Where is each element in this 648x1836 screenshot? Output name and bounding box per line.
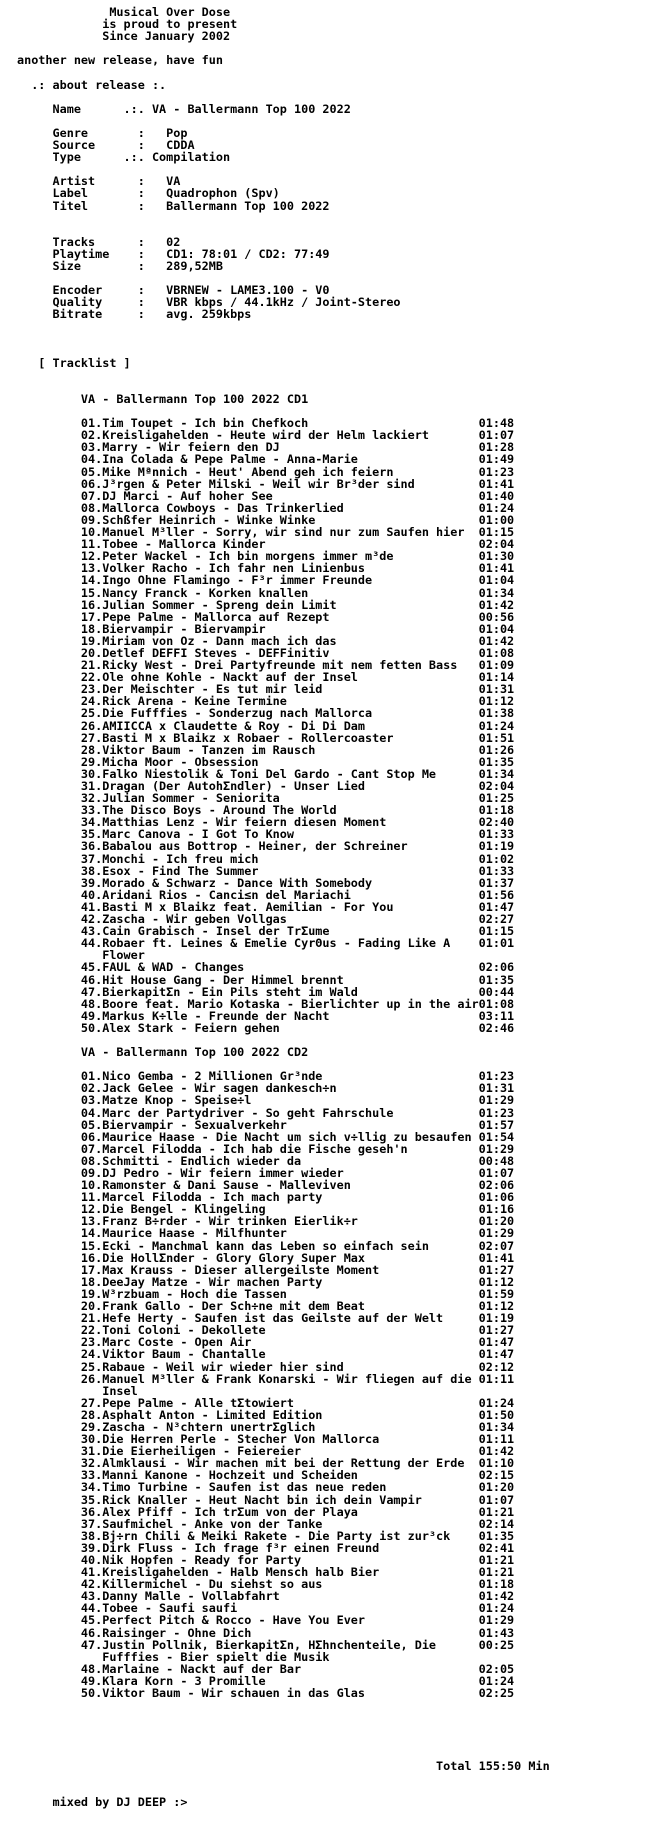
track-row: 03.Matze Knop - Speise÷l 01:29 xyxy=(17,1093,515,1108)
track-row: 01.Tim Toupet - Ich bin Chefkoch 01:48 xyxy=(17,416,515,431)
track-row: 18.Biervampir - Biervampir 01:04 xyxy=(17,621,515,636)
blank-line xyxy=(17,369,648,381)
track-row: 50.Viktor Baum - Wir schauen in das Glas 02:25 xyxy=(17,1686,515,1701)
blank-line xyxy=(17,333,648,345)
track-row: 08.Schmitti - Endlich wieder da 00:48 xyxy=(17,1153,515,1168)
track-row: 17.Max Krauss - Dieser allergeilste Moment 01:27 xyxy=(17,1262,515,1277)
track-row: 11.Marcel Filodda - Ich mach party 01:06 xyxy=(17,1190,515,1205)
track-row: 35.Marc Canova - I Got To Know 01:33 xyxy=(17,827,515,842)
track-row: 41.Kreisligahelden - Halb Mensch halb Bier 01:21 xyxy=(17,1565,515,1580)
track-row: 10.Ramonster & Dani Sause - Malleviven 02:06 xyxy=(17,1178,515,1193)
track-row: 35.Rick Knaller - Heut Nacht bin ich dein Vampir 01:07 xyxy=(17,1492,515,1507)
track-row: 37.Saufmichel - Anke von der Tanke 02:14 xyxy=(17,1516,515,1531)
track-row: 49.Klara Korn - 3 Promille 01:24 xyxy=(17,1673,515,1688)
track-row: 21.Ricky West - Drei Partyfreunde mit nem fetten Bass 01:09 xyxy=(17,658,515,673)
track-row: 13.Franz B÷rder - Wir trinken Eierlik÷r 01:20 xyxy=(17,1214,515,1229)
track-row: 07.DJ Marci - Auf hoher See 01:40 xyxy=(17,488,515,503)
release-info-source: Source : CDDA xyxy=(17,138,195,153)
track-row: 39.Dirk Fluss - Ich frage f³r einen Freund 02:41 xyxy=(17,1540,515,1555)
release-info-quality: Quality : VBR kbps / 44.1kHz / Joint-Stereo xyxy=(17,295,401,310)
track-row: 38.Bj÷rn Chili & Meiki Rakete - Die Party ist zur³ck 01:35 xyxy=(17,1528,515,1543)
track-row: 12.Die Bengel - Klingeling 01:16 xyxy=(17,1202,515,1217)
track-row: 11.Tobee - Mallorca Kinder 02:04 xyxy=(17,537,515,552)
blank-line xyxy=(17,1748,648,1760)
track-row: 06.J³rgen & Peter Milski - Weil wir Br³der sind 01:41 xyxy=(17,476,515,491)
track-row: 20.Frank Gallo - Der Sch÷ne mit dem Beat 01:12 xyxy=(17,1299,515,1314)
track-row: 12.Peter Wackel - Ich bin morgens immer m³de 01:30 xyxy=(17,549,515,564)
track-row: 14.Maurice Haase - Milfhunter 01:29 xyxy=(17,1226,515,1241)
blank-line xyxy=(17,320,648,332)
track-row: 44.Robaer ft. Leines & Emelie CyrΘus - Fading Like A 01:01 xyxy=(17,936,515,951)
total-time: Total 155:50 Min xyxy=(17,1758,550,1773)
release-info-titel: Titel : Ballermann Top 100 2022 xyxy=(17,198,330,213)
about-heading: .: about release :. xyxy=(17,77,167,92)
blank-line xyxy=(17,1772,648,1784)
track-row: 24.Rick Arena - Keine Termine 01:12 xyxy=(17,694,515,709)
track-row: 18.DeeJay Matze - Wir machen Party 01:12 xyxy=(17,1274,515,1289)
track-row: 50.Alex Stark - Feiern gehen 02:46 xyxy=(17,1020,515,1035)
blank-line xyxy=(17,212,648,224)
track-row: 22.Toni Coloni - Dekollete 01:27 xyxy=(17,1323,515,1338)
track-row: 02.Kreisligahelden - Heute wird der Helm lackiert 01:07 xyxy=(17,428,515,443)
footer-credit: mixed by DJ DEEP :> xyxy=(17,1794,188,1809)
track-row: Insel xyxy=(17,1383,138,1398)
release-info-encoder: Encoder : VBRNEW - LAME3.100 - V0 xyxy=(17,283,330,298)
track-row: 43.Cain Grabisch - Insel der TrΣume 01:15 xyxy=(17,924,515,939)
track-row: 10.Manuel M³ller - Sorry, wir sind nur zum Saufen hier 01:15 xyxy=(17,525,515,540)
intro-since: Since January 2002 xyxy=(17,29,231,44)
track-row: 30.Die Herren Perle - Stecher Von Mallorca 01:11 xyxy=(17,1432,515,1447)
release-info-label: Label : Quadrophon (Spv) xyxy=(17,186,280,201)
release-info-size: Size : 289,52MB xyxy=(17,258,223,273)
cd1-title: VA - Ballermann Top 100 2022 CD1 xyxy=(17,392,309,406)
track-row: 07.Marcel Filodda - Ich hab die Fische geseh'n 01:29 xyxy=(17,1141,515,1156)
track-row: 22.Ole ohne Kohle - Nackt auf der Insel 01:14 xyxy=(17,670,515,685)
track-row: Fufffies - Bier spielt die Musik xyxy=(17,1649,330,1664)
track-row: 19.W³rzbuam - Hoch die Tassen 01:59 xyxy=(17,1286,515,1301)
track-row: 34.Matthias Lenz - Wir feiern diesen Moment 02:40 xyxy=(17,815,515,830)
blank-line xyxy=(17,91,648,103)
blank-line xyxy=(17,1723,648,1735)
blank-line xyxy=(17,224,648,236)
track-row: 46.Hit House Gang - Der Himmel brennt 01:35 xyxy=(17,972,515,987)
track-row: 42.Zascha - Wir geben Vollgas 02:27 xyxy=(17,912,515,927)
track-row: 15.Ecki - Manchmal kann das Leben so einfach sein 02:07 xyxy=(17,1238,515,1253)
release-info-tracks: Tracks : 02 xyxy=(17,234,181,249)
track-row: 28.Asphalt Anton - Limited Edition 01:50 xyxy=(17,1407,515,1422)
track-row: 23.Der Meischter - Es tut mir leid 01:31 xyxy=(17,682,515,697)
track-row: 42.Killermichel - Du siehst so aus 01:18 xyxy=(17,1577,515,1592)
track-row: 21.Hefe Herty - Saufen ist das Geilste auf der Welt 01:19 xyxy=(17,1311,515,1326)
track-row: 48.Marlaine - Nackt auf der Bar 02:05 xyxy=(17,1661,515,1676)
track-row: 17.Pepe Palme - Mallorca auf Rezept 00:56 xyxy=(17,609,515,624)
track-row: 05.Mike Mªnnich - Heut' Abend geh ich feiern 01:23 xyxy=(17,464,515,479)
track-row: 36.Babalou aus Bottrop - Heiner, der Schreiner 01:19 xyxy=(17,839,515,854)
track-row: 16.Julian Sommer - Spreng dein Limit 01:42 xyxy=(17,597,515,612)
track-row: 27.Basti M x Blaikz x Robaer - Rollercoaster 01:51 xyxy=(17,730,515,745)
track-row: 29.Micha Moor - Obsession 01:35 xyxy=(17,754,515,769)
track-row: 43.Danny Malle - Vollabfahrt 01:42 xyxy=(17,1589,515,1604)
blank-line xyxy=(17,1711,648,1723)
release-info-genre: Genre : Pop xyxy=(17,125,188,140)
track-row: 09.DJ Pedro - Wir feiern immer wieder 01:07 xyxy=(17,1166,515,1180)
track-row: 08.Mallorca Cowboys - Das Trinkerlied 01:24 xyxy=(17,500,515,515)
track-row: 40.Aridani Rios - Canci≤n del Mariachi 01:56 xyxy=(17,887,515,902)
track-row: 15.Nancy Franck - Korken knallen 01:34 xyxy=(17,585,515,600)
track-row: 23.Marc Coste - Open Air 01:47 xyxy=(17,1335,515,1350)
track-row: 38.Esox - Find The Summer 01:33 xyxy=(17,863,515,878)
track-row: 14.Ingo Ohne Flamingo - F³r immer Freunde 01:04 xyxy=(17,573,515,588)
release-info-artist: Artist : VA xyxy=(17,174,181,189)
blank-line xyxy=(17,66,648,78)
cd2-title: VA - Ballermann Top 100 2022 CD2 xyxy=(17,1045,309,1060)
track-row: 47.BierkapitΣn - Ein Pils steht im Wald 00:44 xyxy=(17,984,515,999)
track-row: 19.Miriam von Oz - Dann mach ich das 01:42 xyxy=(17,633,515,648)
track-row: 32.Julian Sommer - Seniorita 01:25 xyxy=(17,791,515,806)
track-row: 24.Viktor Baum - Chantalle 01:47 xyxy=(17,1347,515,1362)
track-row: 03.Marry - Wir feiern den DJ 01:28 xyxy=(17,440,515,455)
track-row: 47.Justin Pollnik, BierkapitΣn, HΣhnchenteile, Die 00:25 xyxy=(17,1637,515,1652)
track-row: 49.Markus K÷lle - Freunde der Nacht 03:11 xyxy=(17,1008,515,1023)
track-row: 37.Monchi - Ich freu mich 01:02 xyxy=(17,851,515,866)
track-row: 31.Die Eierheiligen - Feiereier 01:42 xyxy=(17,1444,515,1459)
track-row: 32.Almklausi - Wir machen mit bei der Rettung der Erde 01:10 xyxy=(17,1456,515,1471)
track-row: 25.Rabaue - Weil wir wieder hier sind 02:12 xyxy=(17,1359,515,1374)
track-row: 27.Pepe Palme - Alle tΣtowiert 01:24 xyxy=(17,1395,515,1410)
track-row: 04.Marc der Partydriver - So geht Fahrschule 01:23 xyxy=(17,1105,515,1120)
track-row: 26.AMIICCA x Claudette & Roy - Di Di Dam 01:24 xyxy=(17,718,515,733)
track-row: 33.Manni Kanone - Hochzeit und Scheiden 02:15 xyxy=(17,1468,515,1483)
track-row: 36.Alex Pfiff - Ich trΣum von der Playa 01:21 xyxy=(17,1504,515,1519)
release-info-type: Type .:. Compilation xyxy=(17,150,231,165)
blank-line xyxy=(17,1735,648,1747)
release-info-name: Name .:. VA - Ballermann Top 100 2022 xyxy=(17,101,351,116)
track-row: 48.Boore feat. Mario Kotaska - Bierlichter up in the air01:08 xyxy=(17,996,515,1011)
track-row: 46.Raisinger - Ohne Dich 01:43 xyxy=(17,1625,515,1640)
release-note: another new release, have fun xyxy=(17,53,223,68)
track-row: 34.Timo Turbine - Saufen ist das neue reden 01:20 xyxy=(17,1480,515,1495)
track-row: 45.Perfect Pitch & Rocco - Have You Ever 01:29 xyxy=(17,1613,515,1628)
track-row: 13.Volker Racho - Ich fahr nen Linienbus 01:41 xyxy=(17,561,515,576)
blank-line xyxy=(17,1699,648,1711)
track-row: 25.Die Fufffies - Sonderzug nach Mallorca 01:38 xyxy=(17,706,515,721)
tracklist-heading: [ Tracklist ] xyxy=(17,355,131,370)
track-row: 31.Dragan (Der AutohΣndler) - Unser Lied 02:04 xyxy=(17,779,515,793)
track-row: 39.Morado & Schwarz - Dance With Somebody 01:37 xyxy=(17,875,515,890)
track-row: 30.Falko Niestolik & Toni Del Gardo - Cant Stop Me 01:34 xyxy=(17,766,515,781)
release-info-bitrate: Bitrate : avg. 259kbps xyxy=(17,307,252,322)
track-row: 05.Biervampir - Sexualverkehr 01:57 xyxy=(17,1117,515,1132)
track-row: 44.Tobee - Saufi saufi 01:24 xyxy=(17,1601,515,1616)
track-row: 09.Schßfer Heinrich - Winke Winke 01:00 xyxy=(17,512,515,527)
track-row: 16.Die HollΣnder - Glory Glory Super Max 01:41 xyxy=(17,1250,515,1265)
track-row: 41.Basti M x Blaikz feat. Aemilian - For You 01:47 xyxy=(17,899,515,914)
track-row: 28.Viktor Baum - Tanzen im Rausch 01:26 xyxy=(17,742,515,757)
release-info-playtime: Playtime : CD1: 78:01 / CD2: 77:49 xyxy=(17,246,330,261)
track-row: 01.Nico Gemba - 2 Millionen Gr³nde 01:23 xyxy=(17,1069,515,1084)
intro-presents: is proud to present xyxy=(17,17,238,32)
track-row: 26.Manuel M³ller & Frank Konarski - Wir fliegen auf die 01:11 xyxy=(17,1371,515,1386)
track-row: 20.Detlef DEFFI Steves - DEFFinitiv 01:08 xyxy=(17,645,515,660)
track-row: 45.FAUL & WAD - Changes 02:06 xyxy=(17,960,515,975)
track-row: Flower xyxy=(17,948,145,963)
track-row: 29.Zascha - N³chtern unertrΣglich 01:34 xyxy=(17,1419,515,1434)
track-row: 02.Jack Gelee - Wir sagen dankesch÷n 01:31 xyxy=(17,1081,515,1096)
track-row: 33.The Disco Boys - Around The World 01:18 xyxy=(17,803,515,818)
track-row: 06.Maurice Haase - Die Nacht um sich v÷llig zu besaufen 01:54 xyxy=(17,1129,515,1144)
intro-group: Musical Over Dose xyxy=(17,5,231,19)
blank-line xyxy=(17,345,648,357)
track-row: 04.Ina Colada & Pepe Palme - Anna-Marie 01:49 xyxy=(17,452,515,467)
track-row: 40.Nik Hopfen - Ready for Party 01:21 xyxy=(17,1553,515,1567)
